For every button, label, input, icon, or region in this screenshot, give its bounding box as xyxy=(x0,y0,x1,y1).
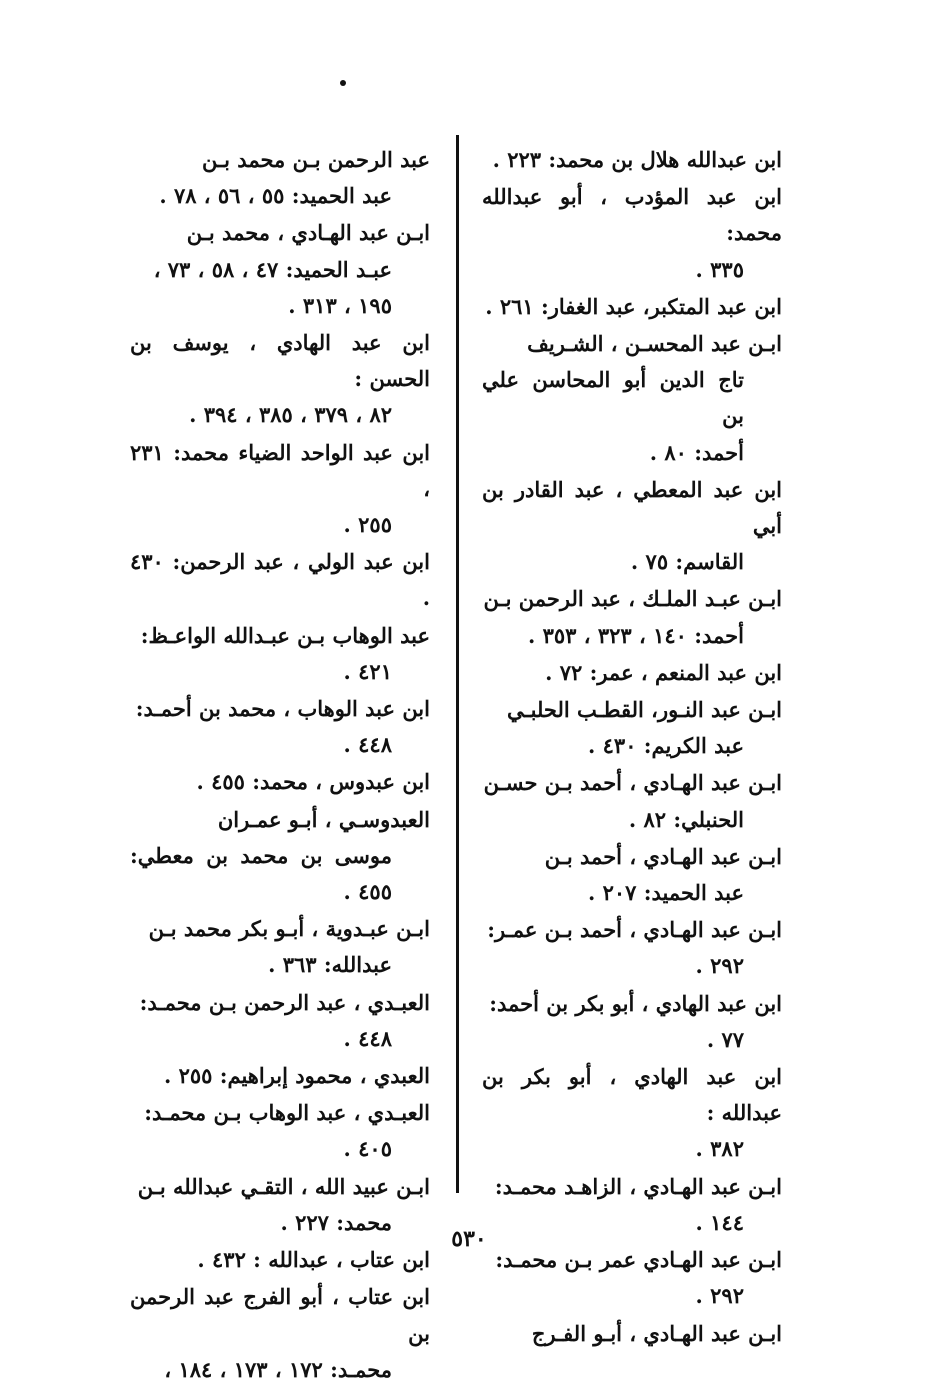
entry-heading-line: ابن عبد المعطي ، عبد القادر بن أبي xyxy=(482,476,782,539)
index-entry xyxy=(482,1059,782,1168)
entry-heading-line: ابـن عبد الهـادي ، أحمد بـن حسـن xyxy=(483,770,782,796)
index-entry xyxy=(482,655,782,691)
index-entry xyxy=(482,581,782,653)
index-entry xyxy=(130,985,430,1057)
index-entry xyxy=(482,179,782,288)
index-entry xyxy=(130,618,430,690)
index-entry xyxy=(482,326,782,471)
entry-heading-line: ابن عبد الواحد الضياء محمد: ٢٣١ ، xyxy=(130,439,430,501)
index-entry xyxy=(482,1316,782,1352)
index-entry xyxy=(482,986,782,1058)
index-entry xyxy=(482,765,782,837)
column-divider xyxy=(456,135,459,1193)
index-entry xyxy=(130,435,430,544)
entry-heading-line: العبدي ، محمود إبراهيم: ٢٥٥ . xyxy=(163,1063,430,1089)
entry-continuation-line: ٣٨٢ . xyxy=(695,1136,744,1162)
entry-continuation-line: ٤٠٥ . xyxy=(343,1136,392,1162)
entry-continuation-line: تاج الدين أبو المحاسن علي بن xyxy=(482,367,744,429)
entry-heading-line: عبد الرحمن بـن محمد بـن xyxy=(202,147,430,172)
index-entry xyxy=(482,142,782,178)
ink-dot xyxy=(340,80,346,86)
entry-heading-line: ابن عبد الهادي ، أبو بكر بن عبدالله : xyxy=(482,1064,782,1126)
index-entry xyxy=(482,912,782,984)
entry-heading-line: ابـن عبد المحسـن ، الشـريف xyxy=(527,331,782,357)
entry-heading-line: ابن عبدوس ، محمد: ٤٥٥ . xyxy=(196,769,430,795)
index-entry xyxy=(130,1279,430,1388)
entry-continuation-line: القاسم: ٧٥ . xyxy=(630,549,744,575)
entry-continuation-line: ٤٤٨ . xyxy=(343,732,392,758)
entry-continuation-line: ٣٣٥ . xyxy=(695,256,744,282)
entry-continuation-line: عبدالله: ٣٦٣ . xyxy=(268,952,392,978)
entry-heading-line: العبـدي ، عبد الوهاب بـن محمـد: xyxy=(144,1100,430,1126)
entry-heading-line: عبد الوهاب بـن عبـدالله الواعـظ: xyxy=(140,622,430,648)
entry-heading-line: ابـن عبيد الله ، التقـي عبدالله بـن xyxy=(137,1173,430,1199)
entry-continuation-line: محمد: ٢٢٧ . xyxy=(280,1209,392,1235)
entry-heading-line: العبـدي ، عبد الرحمن بـن محمـد: xyxy=(139,989,430,1015)
entry-continuation-line: عبد الكريم: ٤٣٠ . xyxy=(588,733,744,759)
entry-heading-line: ابن عتاب ، أبو الفرج عبد الرحمن بن xyxy=(130,1284,430,1346)
entry-heading-line: ابـن عبد الهـادي ، أحمد بـن عمـر: xyxy=(487,917,782,943)
index-entry xyxy=(130,911,430,983)
entry-continuation-line: عبـد الحميد: ٤٧ ، ٥٨ ، ٧٣ ، xyxy=(153,256,392,282)
index-entry xyxy=(482,1242,782,1314)
index-entry xyxy=(130,325,430,434)
index-column-right xyxy=(482,142,782,1353)
entry-heading-line: ابن عبد الوهاب ، محمد بن أحمـد: xyxy=(135,696,430,722)
entry-heading-line: ابن عبدالله هلال بن محمد: ٢٢٣ . xyxy=(492,147,782,172)
entry-heading-line: ابـن عبد الهـادي ، أحمد بـن xyxy=(544,843,782,869)
entry-continuation-line: ٧٧ . xyxy=(706,1026,744,1052)
index-entry xyxy=(482,472,782,581)
index-entry xyxy=(130,1058,430,1094)
index-entry xyxy=(130,764,430,800)
entry-continuation-line: ٢٥٥ . xyxy=(343,512,392,538)
entry-heading-line: ابن عبد الهادي ، أبو بكر بن أحمد: xyxy=(489,990,782,1016)
entry-continuation-line: ٢٩٢ . xyxy=(695,953,744,979)
index-entry xyxy=(482,692,782,764)
entry-heading-line: ابـن عبد الهـادي ، الزاهـد محمـد: xyxy=(494,1173,782,1199)
index-entry xyxy=(130,691,430,763)
entry-heading-line: ابن عبد المتكبر، عبد الغفار: ٢٦١ . xyxy=(485,293,782,319)
entry-heading-line: ابـن عبـدوية ، أبـو بكر محمد بـن xyxy=(148,916,430,942)
entry-heading-line: ابـن عبد النـور، القطـب الحلبـي xyxy=(506,697,782,723)
entry-heading-line: ابـن عبـد الملـك ، عبد الرحمن بـن xyxy=(483,586,782,612)
entry-continuation-line: محمـد: ١٧٢ ، ١٧٣ ، ١٨٤ ، xyxy=(164,1356,392,1382)
entry-heading-line: العبدوسـي ، أبـو عمـران xyxy=(217,806,430,832)
entry-continuation-line: أحمد: ١٤٠ ، ٣٢٣ ، ٣٥٣ . xyxy=(527,622,744,648)
entry-heading-line: ابن عبد الولي ، عبد الرحمن: ٤٣٠ . xyxy=(130,549,430,611)
entry-continuation-line: ٤٤٨ . xyxy=(343,1025,392,1051)
entry-continuation-line: ٨٢ ، ٣٧٩ ، ٣٨٥ ، ٣٩٤ . xyxy=(189,402,392,428)
entry-continuation-line: أحمد: ٨٠ . xyxy=(649,439,744,465)
index-column-left xyxy=(130,142,430,1389)
entry-continuation-line: ٤٢١ . xyxy=(343,658,392,684)
page-number: ٥٣٠ xyxy=(451,1226,487,1252)
entry-continuation-line: ١٩٥ ، ٣١٣ . xyxy=(288,292,392,318)
entry-heading-line: ابـن عبد الهـادي عمر بـن محمـد: xyxy=(495,1247,782,1273)
entry-continuation-line: ٢٩٢ . xyxy=(695,1283,744,1309)
index-entry xyxy=(130,1095,430,1167)
entry-heading-line: ابـن عبد الهـادي ، محمد بـن xyxy=(186,220,430,246)
index-entry xyxy=(130,802,430,911)
index-entry xyxy=(482,839,782,911)
entry-heading-line: ابن عبد الهادي ، يوسف بن الحسن : xyxy=(130,330,430,392)
entry-heading-line: ابن عبد المؤدب ، أبو عبدالله محمد: xyxy=(482,184,782,246)
entry-continuation-line: موسى بن محمد بن معطي: ٤٥٥ . xyxy=(130,842,392,905)
index-entry xyxy=(482,289,782,325)
entry-continuation-line: ١٤٤ . xyxy=(695,1209,744,1235)
entry-heading-line: ابن عبد المنعم ، عمر: ٧٢ . xyxy=(545,659,782,685)
index-entry xyxy=(130,215,430,324)
entry-heading-line: ابن عتاب ، عبدالله : ٤٣٢ . xyxy=(197,1247,430,1273)
entry-continuation-line: الحنبلي: ٨٢ . xyxy=(628,806,744,832)
entry-heading-line: ابـن عبد الهـادي ، أبـو الفـرج xyxy=(531,1320,782,1346)
index-entry xyxy=(130,544,430,616)
index-entry xyxy=(130,142,430,214)
entry-continuation-line: عبد الحميد: ٥٥ ، ٥٦ ، ٧٨ . xyxy=(159,183,392,209)
entry-continuation-line: عبد الحميد: ٢٠٧ . xyxy=(587,880,744,906)
